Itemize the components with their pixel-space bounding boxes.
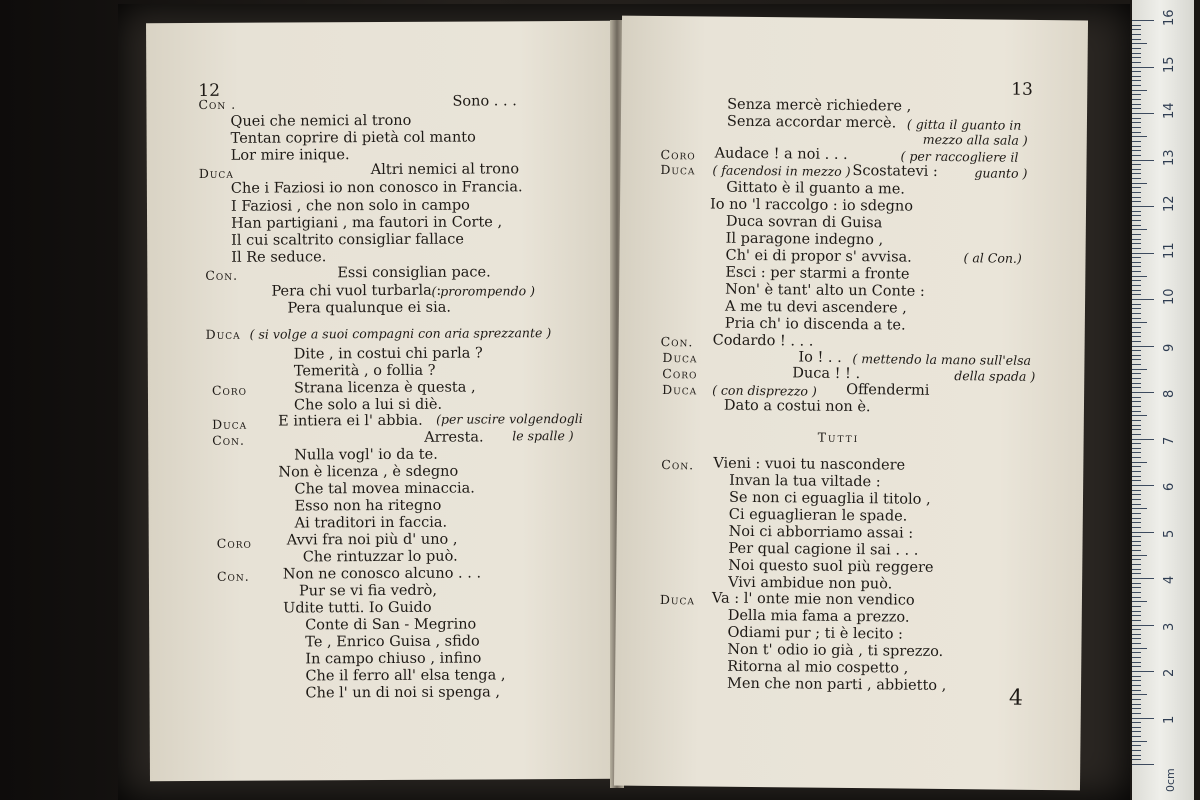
ruler-tick (1132, 164, 1141, 165)
ruler-tick (1132, 359, 1141, 360)
ruler-tick (1132, 750, 1141, 751)
ruler-tick (1132, 578, 1154, 579)
ruler-tick (1132, 248, 1141, 249)
ruler-tick (1132, 485, 1154, 486)
ruler-tick (1132, 611, 1141, 612)
ruler-tick (1132, 569, 1141, 570)
ruler-tick (1132, 285, 1141, 286)
ruler-tick (1132, 666, 1141, 667)
ruler-tick (1132, 173, 1141, 174)
ruler-tick (1132, 108, 1141, 109)
verse-line: Audace ! a noi . . . (714, 145, 848, 163)
verse-line: Strana licenza è questa , (293, 379, 476, 397)
ruler-tick (1132, 150, 1141, 151)
speaker: Coro (211, 382, 248, 398)
verse-line: Lor mire inique. (230, 147, 350, 164)
speaker: Con. (212, 432, 246, 448)
ruler-tick (1132, 708, 1141, 709)
verse-line: Della mia fama a prezzo. (727, 607, 910, 626)
verse-line: Io no 'l raccolgo : io sdegno (709, 196, 914, 215)
ruler-tick (1132, 225, 1141, 226)
ruler-tick (1132, 629, 1141, 630)
ruler-tick (1132, 322, 1147, 323)
ruler-tick (1132, 634, 1141, 635)
speaker: Duca (660, 161, 696, 178)
ruler-tick (1132, 266, 1141, 267)
verse-line: Duca ! ! . (792, 365, 861, 383)
ruler-tick (1132, 480, 1141, 481)
ruler-tick (1132, 234, 1141, 235)
verse-line: Che rintuzzar lo può. (302, 548, 458, 566)
ruler-tick (1132, 425, 1141, 426)
ruler-tick (1132, 253, 1154, 254)
stage-direction: guanto ) (974, 165, 1028, 181)
ruler-tick (1132, 53, 1141, 54)
speaker: Duca (198, 165, 234, 181)
stage-direction: mezzo alla sala ) (922, 131, 1028, 148)
ruler-tick (1132, 350, 1141, 351)
ruler-number: 16 (1162, 9, 1177, 26)
ruler-tick (1132, 699, 1141, 700)
ruler-tick (1132, 513, 1141, 514)
ruler-tick (1132, 99, 1141, 100)
ruler-number: 2 (1162, 668, 1177, 677)
verse-line: Duca sovran di Guisa (725, 213, 883, 232)
left-page (146, 21, 616, 781)
verse-line: Invan la tua viltade : (729, 472, 881, 491)
ruler-tick (1132, 504, 1141, 505)
page-number: 13 (1011, 79, 1034, 100)
signature-mark: 4 (1008, 685, 1024, 711)
verse-line: Vivi ambidue non può. (728, 574, 893, 593)
verse-line: Dite , in costui chi parla ? (293, 345, 483, 363)
ruler-tick (1132, 601, 1147, 602)
ruler-tick (1132, 685, 1141, 686)
ruler-tick (1132, 206, 1154, 207)
ruler-tick (1132, 183, 1147, 184)
ruler-tick (1132, 67, 1154, 68)
ruler-tick (1132, 387, 1141, 388)
ruler-tick (1132, 127, 1141, 128)
verse-line: Arresta. (424, 429, 484, 446)
verse-line: Pera chi vuol turbarla : (271, 282, 442, 300)
ruler-tick (1132, 39, 1141, 40)
ruler-tick (1132, 136, 1147, 137)
ruler-tick (1132, 397, 1141, 398)
verse-line: Per qual cagione il sai . . . (728, 540, 919, 559)
speaker: Coro (662, 366, 698, 382)
verse-line: Che tal movea minaccia. (294, 480, 475, 498)
ruler-tick (1132, 141, 1141, 142)
verse-line: Avvi fra noi più d' uno , (286, 531, 458, 549)
ruler-tick (1132, 113, 1154, 114)
ruler-tick (1132, 532, 1154, 533)
ruler-tick (1132, 676, 1141, 677)
ruler-tick (1132, 527, 1141, 528)
ruler-tick (1132, 536, 1141, 537)
ruler-number: 10 (1162, 288, 1177, 305)
ruler-tick (1132, 452, 1141, 453)
ruler-tick (1132, 690, 1141, 691)
ruler-tick (1132, 29, 1141, 30)
ruler-tick (1132, 336, 1141, 337)
ruler-tick (1132, 215, 1141, 216)
ruler-tick (1132, 20, 1154, 21)
ruler-tick (1132, 85, 1141, 86)
verse-line: Conte di San - Megrino (305, 616, 477, 634)
ruler-tick (1132, 187, 1141, 188)
speaker: Coro (660, 146, 696, 163)
verse-line: Han partigiani , ma fautori in Corte , (231, 214, 503, 232)
ruler-number: 9 (1162, 343, 1177, 352)
verse-line: Pria ch' io discenda a te. (724, 315, 906, 334)
speaker: Duca (212, 416, 248, 432)
ruler-tick (1132, 80, 1141, 81)
speaker: Coro (216, 535, 252, 551)
verse-line: Ai traditori in faccia. (294, 514, 448, 532)
ruler-tick (1132, 518, 1141, 519)
ruler-tick (1132, 373, 1141, 374)
ruler-tick (1132, 262, 1141, 263)
verse-line: Non ne conosco alcuno . . . (282, 565, 482, 583)
ruler-tick (1132, 457, 1141, 458)
ruler-tick (1132, 462, 1147, 463)
ruler-tick (1132, 555, 1147, 556)
ruler-tick (1132, 71, 1141, 72)
ruler-tick (1132, 694, 1147, 695)
ruler-tick (1132, 439, 1154, 440)
ruler-tick (1132, 122, 1141, 123)
ruler-tick (1132, 559, 1141, 560)
verse-line: I Faziosi , che non solo in campo (230, 197, 470, 215)
ruler-tick (1132, 620, 1141, 621)
ruler-tick (1132, 648, 1147, 649)
ruler-tick (1132, 736, 1141, 737)
speaker: Con. (660, 334, 694, 350)
ruler-tick (1132, 573, 1141, 574)
ruler-tick (1132, 201, 1141, 202)
verse-line: Non è licenza , è sdegno (278, 463, 459, 481)
ruler-number: 5 (1162, 529, 1177, 538)
verse-line: Io ! . . (798, 349, 842, 366)
stage-direction: ( prorompendo ) (431, 283, 536, 299)
ruler-tick (1132, 104, 1141, 105)
ruler-number: 7 (1162, 436, 1177, 445)
verse-line: Scostatevi : (852, 163, 938, 180)
ruler-tick (1132, 713, 1141, 714)
verse-line: Che il ferro all' elsa tenga , (305, 667, 506, 685)
ruler-tick (1132, 160, 1154, 161)
ruler-tick (1132, 615, 1141, 616)
stage-direction: ( si volge a suoi compagni con aria sprezzante ) (249, 325, 552, 342)
ruler-tick (1132, 34, 1141, 35)
ruler-tick (1132, 541, 1141, 542)
ruler-tick (1132, 592, 1141, 593)
right-page (614, 16, 1088, 791)
verse-line: Senza accordar mercè. (726, 113, 897, 132)
ruler-number: 3 (1162, 622, 1177, 631)
verse-line: Non' è tant' alto un Conte : (725, 281, 925, 300)
verse-line: Va : l' onte mie non vendico (711, 590, 915, 609)
ruler-tick (1132, 290, 1141, 291)
ruler-tick (1132, 229, 1147, 230)
ruler-tick (1132, 57, 1141, 58)
stage-direction: ( gitta il guanto in (906, 116, 1022, 133)
speaker: Duca (205, 326, 241, 342)
speaker: Duca (659, 592, 696, 608)
speaker: Con . (198, 96, 237, 112)
ruler-tick (1132, 471, 1141, 472)
ruler-tick (1132, 764, 1154, 765)
verse-line: Te , Enrico Guisa , sfido (305, 633, 480, 651)
ruler-tick (1132, 466, 1141, 467)
ruler-tick (1132, 355, 1141, 356)
verse-line: Il Re seduce. (231, 249, 327, 266)
verse-line: Non t' odio io già , ti sprezzo. (727, 641, 944, 660)
ruler-tick (1132, 239, 1141, 240)
ruler-tick (1132, 48, 1141, 49)
ruler-tick (1132, 308, 1141, 309)
ruler-tick (1132, 318, 1141, 319)
ruler-tick (1132, 406, 1141, 407)
ruler-number: 1 (1162, 715, 1177, 724)
ruler-tick (1132, 327, 1141, 328)
ruler-tick (1132, 731, 1141, 732)
verse-line: Codardo ! . . . (712, 332, 814, 350)
ruler-tick (1132, 499, 1141, 500)
ruler-tick (1132, 178, 1141, 179)
verse-line: Gittato è il guanto a me. (726, 179, 906, 198)
verse-line: Noi questo suol più reggere (728, 557, 934, 576)
ruler-tick (1132, 490, 1141, 491)
verse-line: Udite tutti. Io Guido (283, 599, 432, 617)
verse-line: Men che non parti , abbietto , (726, 675, 947, 695)
ruler-tick (1132, 434, 1141, 435)
ruler-number: 13 (1162, 148, 1177, 166)
ruler-tick (1132, 564, 1141, 565)
ruler-tick (1132, 341, 1141, 342)
ruler-tick (1132, 346, 1154, 347)
ruler-tick (1132, 741, 1147, 742)
verse-line: Noi ci abborriamo assai : (728, 523, 914, 542)
ruler-tick (1132, 43, 1147, 44)
ruler-tick (1132, 220, 1141, 221)
verse-line: Che l' un di noi si spenga , (305, 684, 501, 702)
ruler-tick (1132, 638, 1141, 639)
section-heading: Tutti (817, 429, 860, 446)
ruler-tick (1132, 211, 1141, 212)
speaker: Con. (661, 457, 695, 473)
ruler-tick (1132, 146, 1141, 147)
ruler-number: 14 (1162, 102, 1177, 119)
ruler-tick (1132, 476, 1141, 477)
ruler-tick (1132, 364, 1141, 365)
ruler-tick (1132, 378, 1141, 379)
ruler-tick (1132, 401, 1141, 402)
ruler-tick (1132, 369, 1147, 370)
ruler-tick (1132, 662, 1141, 663)
ruler-unit-label: 0cm (1164, 768, 1177, 792)
ruler-tick (1132, 722, 1141, 723)
verse-line: Esso non ha ritegno (294, 497, 442, 515)
verse-line: Sono . . . (452, 93, 517, 110)
verse-line: Esci : per starmi a fronte (725, 264, 910, 283)
stage-direction: ( al Con.) (963, 250, 1022, 266)
verse-line: A me tu devi ascendere , (724, 298, 907, 317)
page-number: 12 (198, 80, 221, 101)
ruler-tick (1132, 132, 1141, 133)
ruler-tick (1132, 76, 1141, 77)
ruler-tick (1132, 94, 1141, 95)
ruler-tick (1132, 587, 1141, 588)
measuring-ruler (1132, 0, 1194, 800)
verse-line: Pur se vi fia vedrò, (298, 582, 438, 600)
ruler-tick (1132, 271, 1141, 272)
verse-line: Che solo a lui si diè. (293, 396, 443, 414)
speaker: Duca (662, 382, 698, 398)
stage-direction: le spalle ) (512, 427, 574, 444)
ruler-tick (1132, 257, 1141, 258)
verse-line: Dato a costui non è. (723, 397, 871, 416)
ruler-tick (1132, 392, 1154, 393)
ruler-tick (1132, 429, 1141, 430)
ruler-tick (1132, 192, 1141, 193)
verse-line: Odiami pur ; ti è lecito : (727, 624, 904, 643)
ruler-tick (1132, 243, 1141, 244)
verse-line: Che i Faziosi io non conosco in Francia. (230, 179, 523, 197)
stage-direction: ( con disprezzo ) (712, 382, 817, 399)
ruler-tick (1132, 90, 1147, 91)
ruler-tick (1132, 411, 1141, 412)
verse-line: Ch' ei di propor s' avvisa. (725, 247, 912, 266)
ruler-tick (1132, 583, 1141, 584)
ruler-tick (1132, 606, 1141, 607)
ruler-tick (1132, 383, 1141, 384)
stage-direction: ( facendosi in mezzo ) (712, 162, 851, 179)
ruler-tick (1132, 652, 1141, 653)
ruler-number: 8 (1162, 389, 1177, 398)
ruler-tick (1132, 420, 1141, 421)
ruler-tick (1132, 545, 1141, 546)
verse-line: E intiera ei l' abbia. (278, 412, 423, 430)
stage-direction: ( per raccogliere il (900, 148, 1019, 165)
ruler-number: 4 (1162, 575, 1177, 584)
verse-line: Altri nemici al trono (370, 161, 520, 179)
verse-line: Temerità , o follia ? (293, 362, 436, 380)
ruler-tick (1132, 508, 1147, 509)
ruler-tick (1132, 313, 1141, 314)
ruler-tick (1132, 745, 1141, 746)
ruler-number: 15 (1162, 55, 1177, 73)
verse-line: Se non ci eguaglia il titolo , (728, 489, 931, 508)
ruler-tick (1132, 415, 1147, 416)
ruler-tick (1132, 657, 1141, 658)
verse-line: Il paragone indegno , (725, 230, 884, 249)
verse-line: Offendermi (846, 381, 930, 399)
ruler-tick (1132, 294, 1141, 295)
ruler-tick (1132, 643, 1141, 644)
ruler-tick (1132, 155, 1141, 156)
ruler-tick (1132, 197, 1141, 198)
ruler-tick (1132, 280, 1141, 281)
speaker: Con. (216, 568, 250, 584)
ruler-tick (1132, 332, 1141, 333)
ruler-tick (1132, 671, 1154, 672)
verse-line: Pera qualunque ei sia. (287, 299, 451, 317)
ruler-number: 6 (1162, 482, 1177, 491)
ruler-tick (1132, 494, 1141, 495)
ruler-tick (1132, 597, 1141, 598)
verse-line: Essi consiglian pace. (337, 264, 491, 282)
ruler-tick (1132, 169, 1141, 170)
stage-direction: (per uscire volgendogli (436, 410, 583, 427)
verse-line: Il cui scaltrito consigliar fallace (231, 231, 464, 249)
verse-line: Tentan coprire di pietà col manto (230, 129, 476, 147)
verse-line: Ritorna al mio cospetto , (727, 658, 909, 677)
verse-line: Quei che nemici al trono (230, 112, 412, 130)
verse-line: In campo chiuso , infino (305, 650, 482, 668)
ruler-tick (1132, 759, 1141, 760)
verse-line: Senza mercè richiedere , (727, 96, 912, 115)
ruler-tick (1132, 522, 1141, 523)
ruler-tick (1132, 276, 1147, 277)
verse-line: Ci eguaglieran le spade. (728, 506, 908, 525)
speaker: Con. (205, 267, 239, 283)
ruler-tick (1132, 625, 1154, 626)
speaker: Duca (662, 350, 698, 366)
ruler-tick (1132, 443, 1141, 444)
ruler-tick (1132, 755, 1141, 756)
ruler-tick (1132, 299, 1154, 300)
ruler-tick (1132, 550, 1141, 551)
ruler-tick (1132, 727, 1141, 728)
stage-direction: della spada ) (954, 368, 1036, 384)
verse-line: Vieni : vuoi tu nascondere (713, 455, 906, 474)
ruler-tick (1132, 680, 1141, 681)
ruler-number: 12 (1162, 195, 1177, 212)
ruler-tick (1132, 25, 1141, 26)
ruler-number: 11 (1162, 241, 1177, 259)
ruler-tick (1132, 118, 1141, 119)
ruler-tick (1132, 62, 1141, 63)
stage-direction: ( mettendo la mano sull'elsa (852, 351, 1032, 368)
ruler-tick (1132, 704, 1141, 705)
ruler-tick (1132, 304, 1141, 305)
ruler-tick (1132, 718, 1154, 719)
verse-line: Nulla vogl' io da te. (294, 446, 438, 464)
ruler-tick (1132, 448, 1141, 449)
